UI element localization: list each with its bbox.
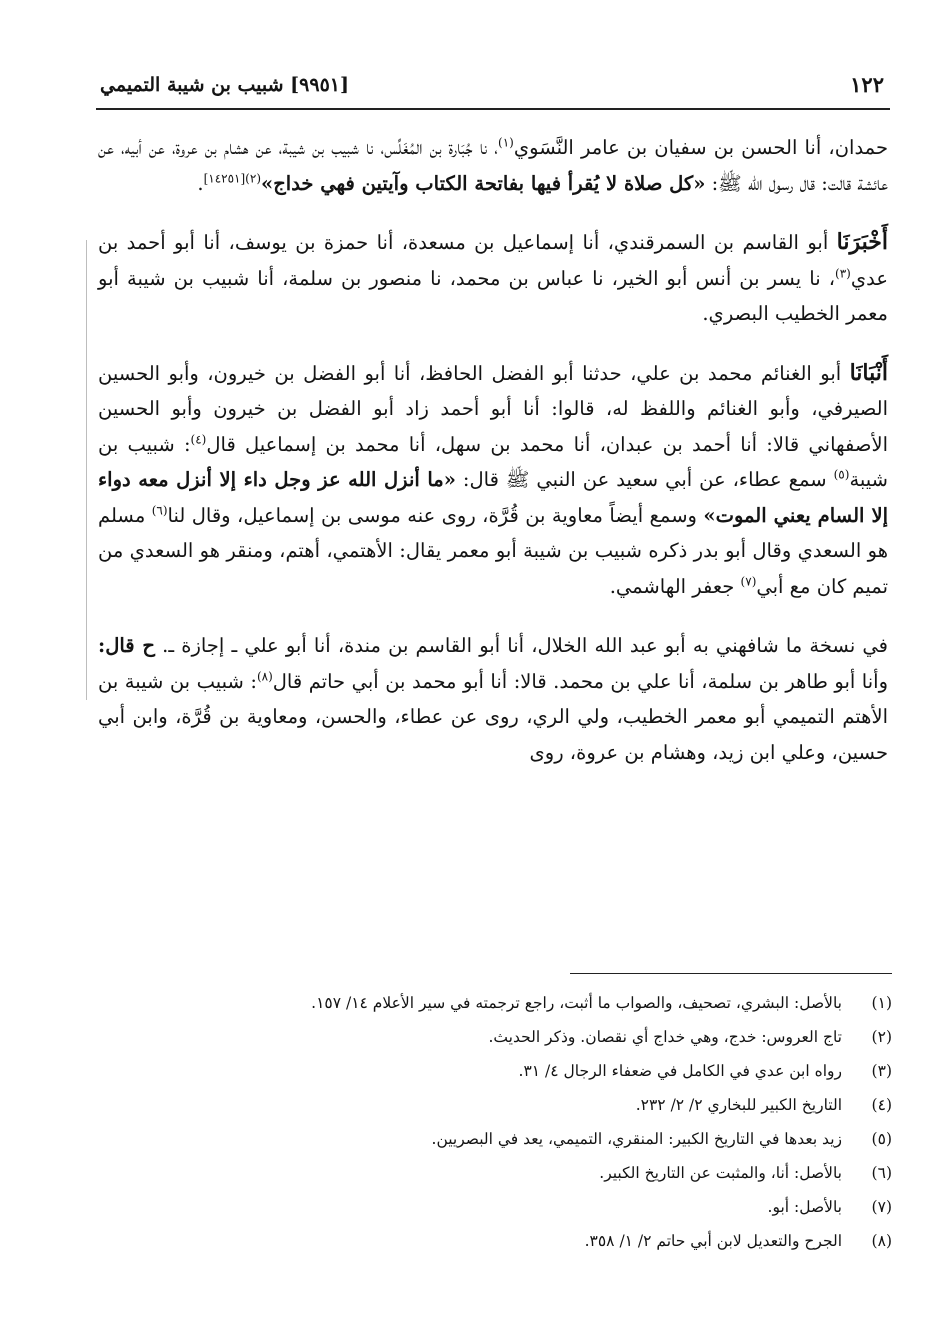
footnote-number: (١): [871, 994, 892, 1012]
text-segment: سمع عطاء، عن أبي سعيد عن النبي ﷺ قال:: [455, 468, 834, 491]
footnote-ref-7: (٧): [740, 574, 757, 588]
footnote-number: (٤): [871, 1096, 892, 1114]
footnote-item: [120, 1122, 892, 1156]
footnote-ref-3: (٣): [835, 266, 851, 280]
margin-line: [86, 240, 87, 700]
paragraph-3: [98, 356, 888, 605]
text-segment: وأنا أبو طاهر بن سلمة، أنا علي بن محمد. قالا: أنا أبو محمد بن أبي حاتم قال: [272, 669, 888, 693]
paragraph-4: [98, 628, 888, 770]
text-segment: : شبيب بن شيبة بن الأهتم التميمي أبو معمر الخطيب، ولي الري، روى عن عطاء، والحسن، ومعاوية بن قُرَّة، وابن أبي حسين، وعلي ابن زيد، وهشام بن عروة، روى: [98, 669, 888, 764]
footnote-text: الجرح والتعديل لابن أبي حاتم ٢/ ١/ ٣٥٨.: [584, 1232, 842, 1250]
paragraph-1: [98, 130, 888, 201]
footnote-item: [120, 986, 892, 1020]
paragraph-2: [98, 225, 888, 332]
footnote-number: (٦): [871, 1164, 892, 1182]
footnotes: [120, 986, 892, 1258]
footnote-text: تاج العروس: خدج، وهي خداج أي نقصان. وذكر الحديث.: [488, 1028, 842, 1046]
page-header: [96, 68, 890, 110]
text-segment: مسلم هو السعدي وقال أبو بدر ذكره شبيب بن شيبة أبو معمر يقال: الأهتمي، أهتم، ومنقر هو السعدي من تميم كان مع أبي: [98, 503, 888, 598]
footnote-ref-2: (٢): [245, 171, 261, 185]
footnote-text: التاريخ الكبير للبخاري ٢/ ٢/ ٢٣٢.: [635, 1096, 842, 1114]
hadith-text: «ما أنزل الله عز وجل داء إلا أنزل معه دواء إلا السام يعني الموت»: [98, 468, 889, 527]
footnote-ref-6: (٦): [151, 503, 168, 517]
text-segment: في نسخة ما شافهني به أبو عبد الله الخلال، أنا أبو القاسم بن مندة، أنا أبو علي ـ إجازة ـ.: [154, 634, 888, 657]
footnote-text: زيد بعدها في التاريخ الكبير: المنقري، التميمي، يعد في البصريين.: [431, 1130, 842, 1148]
text-segment: أبو القاسم بن السمرقندي، أنا إسماعيل بن مسعدة، أنا حمزة بن يوسف، أنا أبو أحمد بن عدي: [98, 231, 888, 290]
footnote-text: بالأصل: أبو.: [767, 1198, 842, 1216]
text-segment: جعفر الهاشمي.: [609, 574, 741, 598]
footnote-item: [120, 1020, 892, 1054]
footnote-item: [120, 1088, 892, 1122]
main-text: [98, 130, 888, 770]
footnote-number: (٥): [871, 1130, 892, 1148]
text-segment: : شبيب بن شيبة: [98, 432, 888, 491]
footnote-item: [120, 1224, 892, 1258]
footnote-ref-8: (٨): [256, 669, 273, 683]
page-number: ١٢٢: [850, 72, 884, 97]
text-segment: .: [197, 171, 204, 195]
hadith-reference-number: [١٤٢٥١]: [203, 171, 246, 185]
footnote-number: (٨): [871, 1232, 892, 1250]
footnote-text: بالأصل: أنا، والمثبت عن التاريخ الكبير.: [599, 1164, 842, 1182]
footnote-text: رواه ابن عدي في الكامل في ضعفاء الرجال ٤/ ٣١.: [518, 1062, 842, 1080]
footnote-text: بالأصل: البشري، تصحيف، والصواب ما أثبت، راجع ترجمته في سير الأعلام ١٤/ ١٥٧.: [311, 994, 842, 1012]
text-segment: أبو الغنائم محمد بن علي، حدثنا أبو الفضل الحافظ، أنا أبو الفضل بن خيرون، وأبو الحسين الصيرفي، وأبو الغنائم واللفظ له، قالوا: أنا أبو أحمد زاد أبو الفضل بن خيرون وأبو الحسين الأصفهاني قالا: أنا أحمد بن عبدان، أنا محمد بن سهل، أنا محمد بن إسماعيل قال: [98, 361, 888, 456]
text-segment: حمدان، أنا الحسن بن سفيان بن عامر النَّسَوي: [513, 136, 889, 159]
footnote-ref-4: (٤): [190, 432, 207, 446]
running-title: [٩٩٥١] شبيب بن شيبة التميمي: [100, 74, 349, 96]
footnote-item: [120, 1156, 892, 1190]
footnote-item: [120, 1054, 892, 1088]
footnote-number: (٣): [871, 1062, 892, 1080]
text-segment: وسمع أيضاً معاوية بن قُرَّة، روى عنه موسى بن إسماعيل، وقال لنا: [167, 503, 704, 527]
text-segment: ، نا يسر بن أنس أبو الخير، نا عباس بن محمد، نا منصور بن سلمة، أنا شبيب بن شيبة أبو معمر الخطيب البصري.: [98, 266, 888, 325]
paragraph-lead: أَخْبَرَنَا: [836, 229, 888, 255]
text-segment: ، نا جُبَارة بن المُغَلِّس، نا شبيب بن شيبة، عن هشام بن عروة، عن أبيه، عن عائشة قالت: قال رسول الله ﷺ:: [98, 136, 888, 195]
paragraph-lead: أَنْبَانَا: [849, 359, 888, 386]
footnote-item: [120, 1190, 892, 1224]
footnote-divider: [570, 973, 892, 974]
footnote-number: (٧): [871, 1198, 892, 1216]
hadith-marker: ح قال:: [98, 634, 155, 657]
hadith-text: «كل صلاة لا يُقرأ فيها بفاتحة الكتاب وآيتين فهي خداج»: [261, 171, 706, 195]
footnote-ref-5: (٥): [833, 467, 850, 482]
footnote-ref-1: (١): [498, 135, 514, 150]
footnote-number: (٢): [871, 1028, 892, 1046]
